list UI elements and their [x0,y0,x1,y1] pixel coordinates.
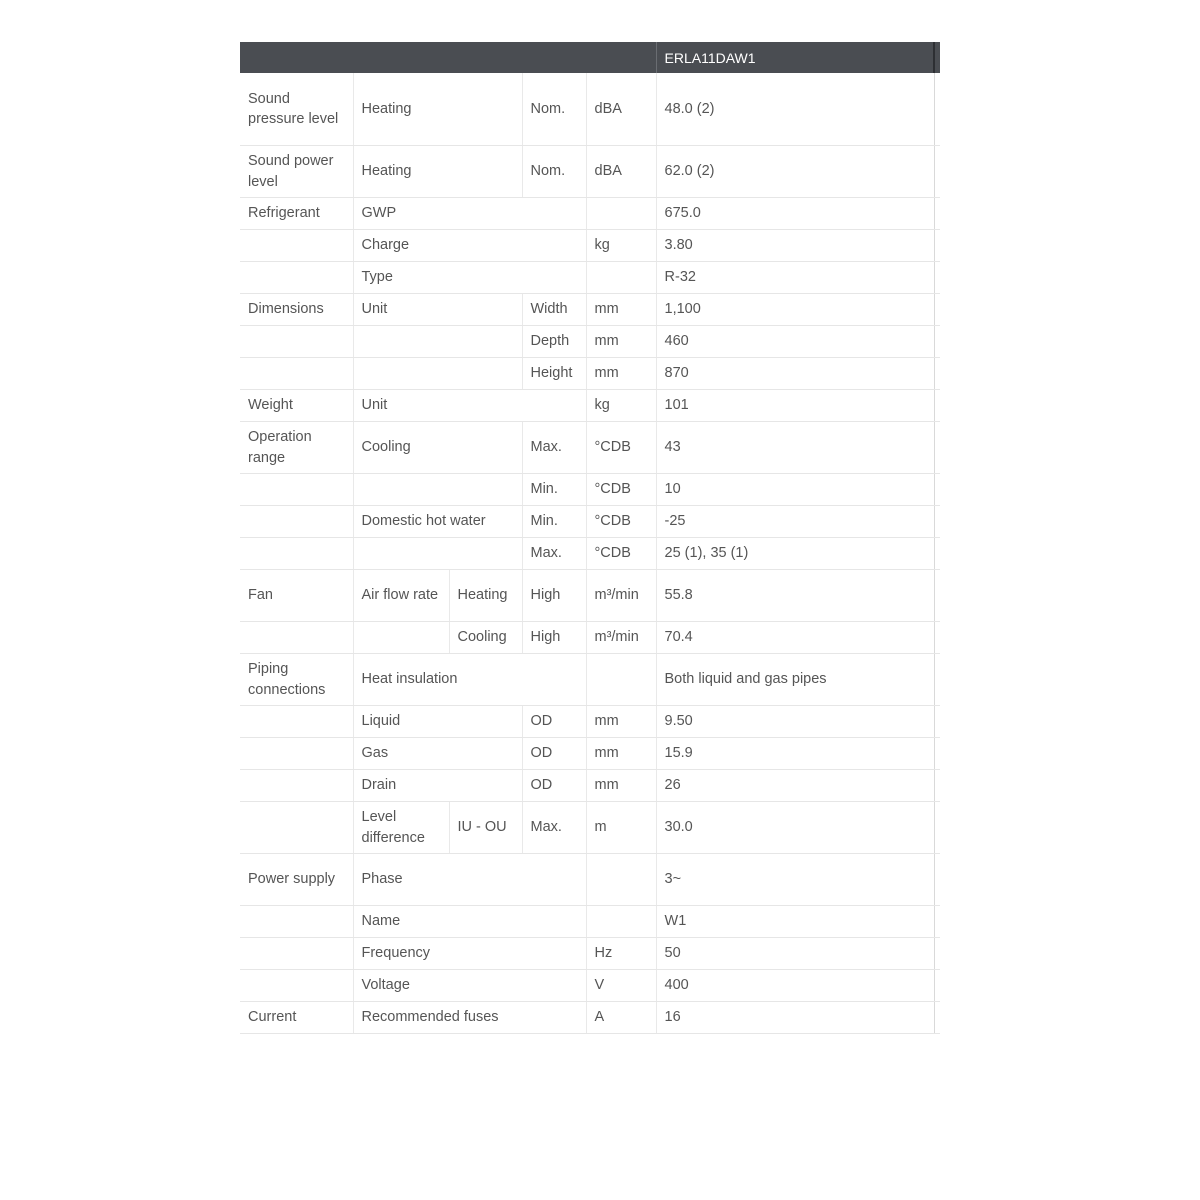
qualifier: Max. [522,538,586,570]
group-label [240,358,353,390]
value: 101 [656,390,934,422]
table-row [240,622,940,654]
qualifier: High [522,570,586,622]
item-label: Frequency [353,938,586,970]
item-label: Type [353,262,586,294]
table-row [240,474,940,506]
item-label: Air flow rate [353,570,449,622]
value: 43 [656,422,934,474]
group-label: Dimensions [240,294,353,326]
item-label [353,358,522,390]
value: 16 [656,1002,934,1034]
group-label [240,230,353,262]
item-label: Unit [353,294,522,326]
table-row [240,970,940,1002]
group-label [240,538,353,570]
value: 70.4 [656,622,934,654]
item-label [353,474,522,506]
value: 25 (1), 35 (1) [656,538,934,570]
unit: Hz [586,938,656,970]
unit: °CDB [586,506,656,538]
qualifier: Min. [522,506,586,538]
value: 400 [656,970,934,1002]
sub-item-label: Heating [449,570,522,622]
qualifier: Nom. [522,73,586,146]
group-label: Current [240,1002,353,1034]
header-gap [934,42,940,73]
group-label [240,262,353,294]
unit: m³/min [586,622,656,654]
group-label [240,706,353,738]
unit: kg [586,390,656,422]
unit [586,262,656,294]
item-label: Recommended fuses [353,1002,586,1034]
group-label [240,770,353,802]
table-row [240,506,940,538]
table-row [240,770,940,802]
table-row [240,538,940,570]
item-label: Charge [353,230,586,262]
table-row [240,294,940,326]
unit: °CDB [586,538,656,570]
qualifier: High [522,622,586,654]
group-label: Refrigerant [240,198,353,230]
table-row [240,570,940,622]
value: 3.80 [656,230,934,262]
header-blank [240,42,656,73]
table-row [240,198,940,230]
group-label [240,622,353,654]
value: -25 [656,506,934,538]
group-label: Sound power level [240,146,353,198]
table-row [240,326,940,358]
item-label: Name [353,906,586,938]
model-header: ERLA11DAW1 [656,42,934,73]
unit: dBA [586,73,656,146]
table-row [240,73,940,146]
group-label [240,802,353,854]
item-label: Cooling [353,422,522,474]
unit [586,654,656,706]
item-label [353,326,522,358]
group-label: Weight [240,390,353,422]
qualifier: Nom. [522,146,586,198]
group-label [240,738,353,770]
unit: dBA [586,146,656,198]
qualifier: OD [522,706,586,738]
value: 460 [656,326,934,358]
item-label: Level difference [353,802,449,854]
group-label [240,906,353,938]
qualifier: OD [522,738,586,770]
value: 1,100 [656,294,934,326]
value: 10 [656,474,934,506]
value: 675.0 [656,198,934,230]
item-label: Heat insulation [353,654,586,706]
unit: mm [586,294,656,326]
unit: m³/min [586,570,656,622]
value: R-32 [656,262,934,294]
table-row [240,938,940,970]
qualifier: Min. [522,474,586,506]
item-label [353,622,449,654]
spec-table [240,42,940,1034]
unit: mm [586,706,656,738]
unit: kg [586,230,656,262]
item-label: GWP [353,198,586,230]
qualifier: Width [522,294,586,326]
unit [586,198,656,230]
unit: V [586,970,656,1002]
value: 30.0 [656,802,934,854]
value: W1 [656,906,934,938]
table-row [240,706,940,738]
value: 26 [656,770,934,802]
value: 55.8 [656,570,934,622]
group-label [240,970,353,1002]
table-row [240,262,940,294]
table-row [240,802,940,854]
group-label: Operation range [240,422,353,474]
group-label [240,326,353,358]
table-row [240,906,940,938]
unit: m [586,802,656,854]
table-row [240,854,940,906]
value: 50 [656,938,934,970]
table-row [240,146,940,198]
unit: °CDB [586,422,656,474]
item-label: Phase [353,854,586,906]
sub-item-label: IU - OU [449,802,522,854]
item-label: Heating [353,146,522,198]
group-label: Piping connections [240,654,353,706]
qualifier: Depth [522,326,586,358]
qualifier: OD [522,770,586,802]
group-label [240,474,353,506]
group-label: Power supply [240,854,353,906]
qualifier: Height [522,358,586,390]
item-label: Unit [353,390,586,422]
item-label: Liquid [353,706,522,738]
value: 15.9 [656,738,934,770]
item-label [353,538,522,570]
group-label: Fan [240,570,353,622]
unit [586,906,656,938]
value: 3~ [656,854,934,906]
qualifier: Max. [522,802,586,854]
unit: °CDB [586,474,656,506]
unit: mm [586,770,656,802]
table-row [240,654,940,706]
qualifier: Max. [522,422,586,474]
unit: mm [586,326,656,358]
group-label: Sound pressure level [240,73,353,146]
table-row [240,738,940,770]
table-row [240,230,940,262]
sub-item-label: Cooling [449,622,522,654]
value: 48.0 (2) [656,73,934,146]
item-label: Domestic hot water [353,506,522,538]
value: 9.50 [656,706,934,738]
value: 62.0 (2) [656,146,934,198]
header-row [240,42,940,73]
table-row [240,390,940,422]
value: Both liquid and gas pipes [656,654,934,706]
group-label [240,506,353,538]
table-row [240,358,940,390]
unit: mm [586,738,656,770]
unit: mm [586,358,656,390]
value: 870 [656,358,934,390]
item-label: Gas [353,738,522,770]
item-label: Drain [353,770,522,802]
table-row [240,422,940,474]
unit [586,854,656,906]
item-label: Heating [353,73,522,146]
unit: A [586,1002,656,1034]
item-label: Voltage [353,970,586,1002]
table-row [240,1002,940,1034]
group-label [240,938,353,970]
